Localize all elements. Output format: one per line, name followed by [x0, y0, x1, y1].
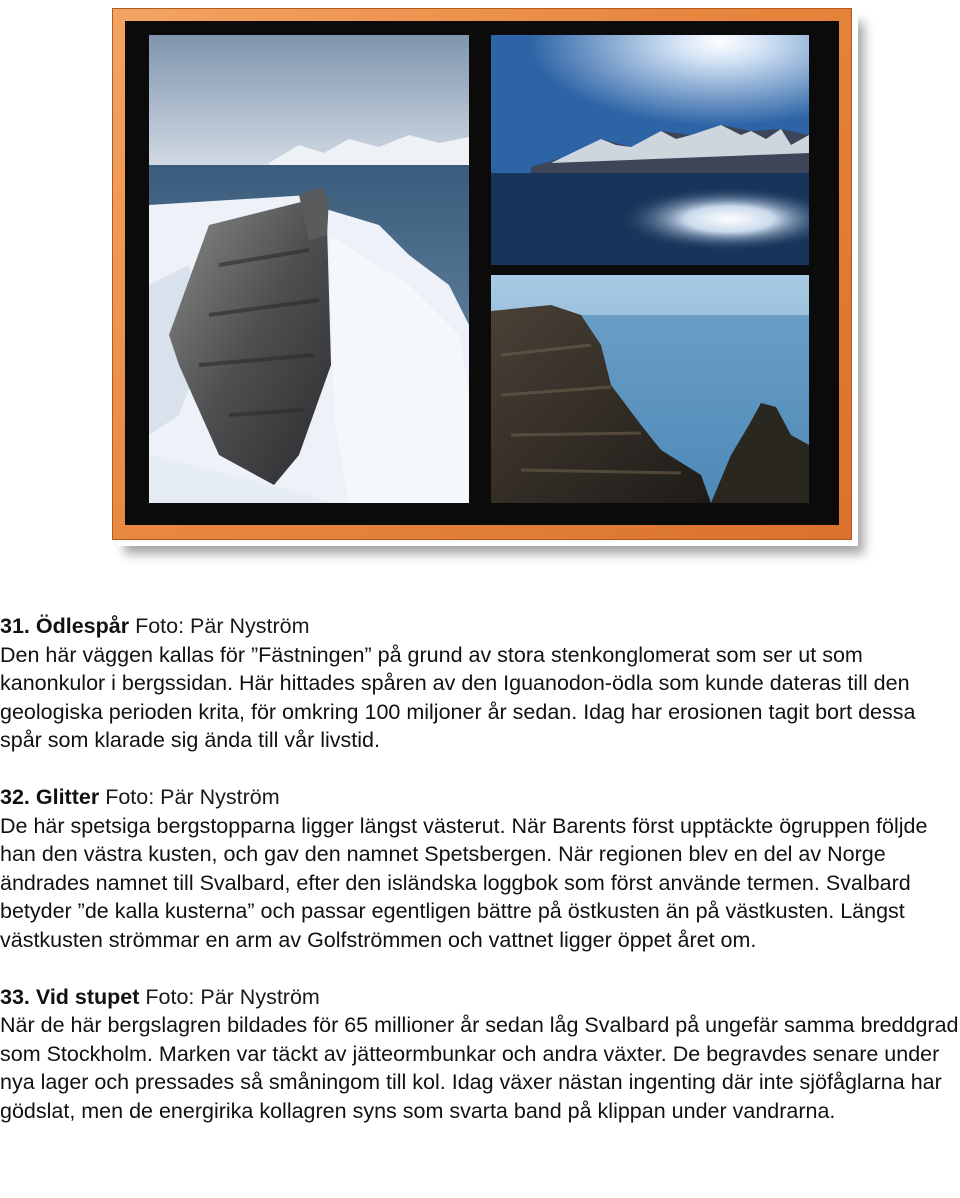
caption-body: Den här väggen kallas för ”Fästningen” på grund av stora stenkonglomerat som ser ut som kanonkulor i bergssidan. Här hittades spåren av den Iguanodon-ödla som kunde dateras till den geologiska perioden krita, för omkring 100 miljoner år sedan. Idag har erosionen tagit bort dessa spår som klarade sig ända till vår livstid. [0, 642, 916, 753]
caption-title [0, 783, 960, 812]
caption-heading: Vid stupet [35, 984, 140, 1009]
caption-heading: Ödlespår [35, 614, 130, 638]
caption-number: 32. [0, 784, 30, 809]
photo-credit: Foto: Pär Nyström [105, 784, 280, 809]
caption-heading: Glitter [35, 784, 100, 809]
caption-32 [0, 783, 960, 955]
caption-body: De här spetsiga bergstopparna ligger längst västerut. När Barents först upptäckte ögruppen följde han den västra kusten, och gav den namnet Spetsbergen. När regionen blev en del av Norge ändrades namnet till Svalbard, efter den isländska loggbok som först använde termen. Svalbard betyder ”de kalla kusterna” och passar egentligen bättre på östkusten än på västkusten. Längst västkusten strömmar en arm av Golfströmmen och vattnet ligger öppet året om. [0, 813, 928, 952]
captions [0, 612, 960, 1154]
caption-33 [0, 983, 960, 1126]
caption-31 [0, 612, 960, 755]
caption-body: När de här bergslagren bildades för 65 millioner år sedan låg Svalbard på ungefär samma breddgrad som Stockholm. Marken var täckt av jätteormbunkar och andra växter. De begravdes senare under nya lager och pressades så småningom till kol. Idag växer nästan ingenting där inte sjöfåglarna har gödslat, men de energirika kollagren syns som svarta band på klippan under vandrarna. [0, 1013, 959, 1123]
caption-number: 31. [0, 614, 30, 638]
photo-frame [112, 8, 852, 540]
caption-number: 33. [0, 984, 30, 1009]
caption-title [0, 612, 960, 641]
caption-title [0, 983, 960, 1012]
photo-credit: Foto: Pär Nyström [145, 984, 320, 1009]
steep-cliff-photo [491, 275, 809, 503]
glitter-photo [491, 35, 809, 265]
cliff-ridge-photo [149, 35, 469, 503]
photo-credit: Foto: Pär Nyström [135, 614, 310, 638]
